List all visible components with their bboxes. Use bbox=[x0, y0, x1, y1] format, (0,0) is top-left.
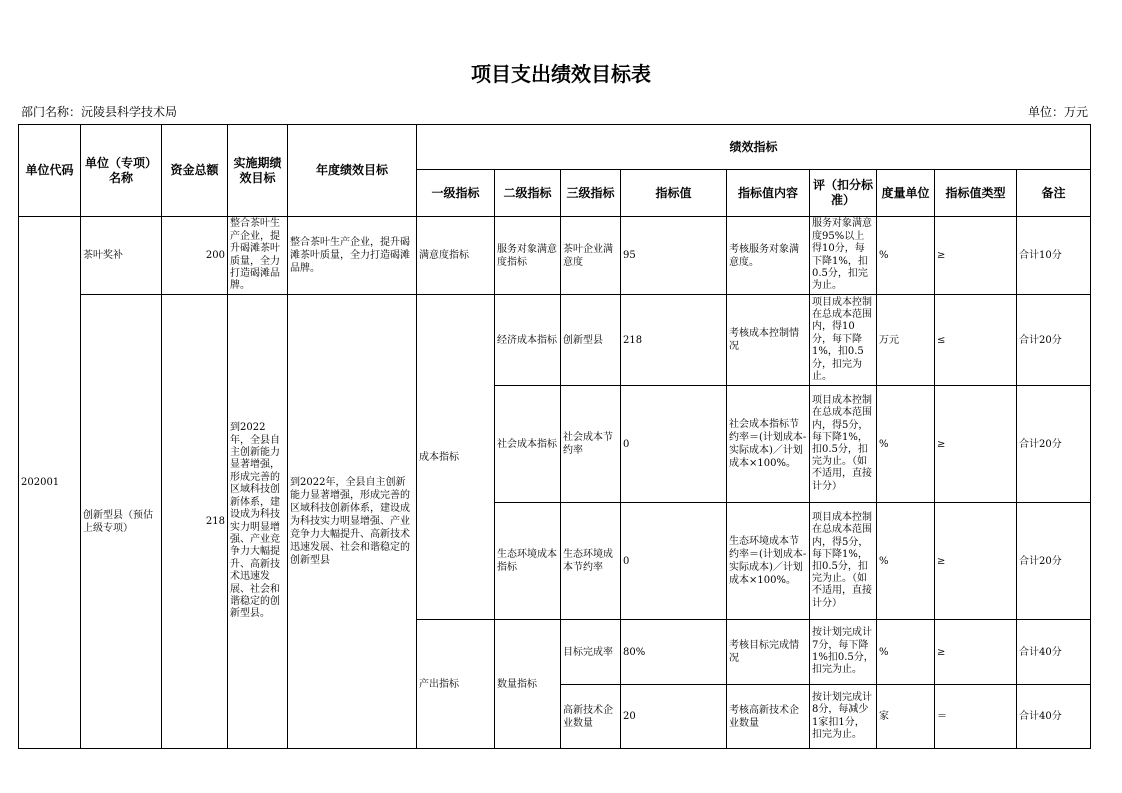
score-cell: 项目成本控制在总成本范围内，得5分，每下降1%，扣0.5分，扣完为止。（如不适用，直接计分） bbox=[810, 503, 877, 620]
type-cell: ≥ bbox=[935, 620, 1017, 685]
level2-cell: 经济成本指标 bbox=[495, 295, 561, 386]
type-cell: ≥ bbox=[935, 217, 1017, 295]
amount-cell: 200 bbox=[162, 217, 228, 295]
level1-cell-cost: 成本指标 bbox=[417, 295, 495, 620]
table-row bbox=[19, 295, 1091, 386]
header-measure: 度量单位 bbox=[877, 170, 935, 217]
header-level2: 二级指标 bbox=[495, 170, 561, 217]
level1-cell: 满意度指标 bbox=[417, 217, 495, 295]
page-title: 项目支出绩效目标表 bbox=[471, 62, 651, 86]
score-cell: 项目成本控制在总成本范围内，得10分，每下降1%，扣0.5分，扣完为止。 bbox=[810, 295, 877, 386]
content-cell: 考核服务对象满意度。 bbox=[727, 217, 810, 295]
table-row bbox=[19, 217, 1091, 295]
measure-cell: % bbox=[877, 620, 935, 685]
project-name-cell: 创新型县（预估上级专项） bbox=[81, 295, 162, 749]
performance-target-table bbox=[18, 124, 1091, 749]
level3-cell: 目标完成率 bbox=[561, 620, 621, 685]
content-cell: 考核目标完成情况 bbox=[727, 620, 810, 685]
level3-cell: 高新技术企业数量 bbox=[561, 685, 621, 749]
type-cell: ≥ bbox=[935, 503, 1017, 620]
content-cell: 生态环境成本节约率＝(计划成本-实际成本)／计划成本×100%。 bbox=[727, 503, 810, 620]
amount-cell: 218 bbox=[162, 295, 228, 749]
type-cell: ≥ bbox=[935, 386, 1017, 503]
remark-cell: 合计20分 bbox=[1017, 386, 1091, 503]
currency-unit: 单位：万元 bbox=[1027, 105, 1088, 119]
value-cell: 0 bbox=[621, 503, 727, 620]
header-level1: 一级指标 bbox=[417, 170, 495, 217]
header-unit-code: 单位代码 bbox=[19, 125, 81, 217]
annual-goal-cell: 整合茶叶生产企业，提升碣滩茶叶质量，全力打造碣滩品牌。 bbox=[288, 217, 417, 295]
content-cell: 考核成本控制情况 bbox=[727, 295, 810, 386]
level1-cell-output: 产出指标 bbox=[417, 620, 495, 749]
remark-cell: 合计20分 bbox=[1017, 503, 1091, 620]
remark-cell: 合计20分 bbox=[1017, 295, 1091, 386]
measure-cell: % bbox=[877, 217, 935, 295]
measure-cell: 家 bbox=[877, 685, 935, 749]
type-cell: ＝ bbox=[935, 685, 1017, 749]
remark-cell: 合计10分 bbox=[1017, 217, 1091, 295]
value-cell: 20 bbox=[621, 685, 727, 749]
score-cell: 按计划完成计7分，每下降1%扣0.5分，扣完为止。 bbox=[810, 620, 877, 685]
level3-cell: 创新型县 bbox=[561, 295, 621, 386]
project-name-cell: 茶叶奖补 bbox=[81, 217, 162, 295]
content-cell: 考核高新技术企业数量 bbox=[727, 685, 810, 749]
score-cell: 项目成本控制在总成本范围内，得5分，每下降1%，扣0.5分，扣完为止。（如不适用，直接计分） bbox=[810, 386, 877, 503]
value-cell: 218 bbox=[621, 295, 727, 386]
header-total-funds: 资金总额 bbox=[162, 125, 228, 217]
period-goal-cell: 整合茶叶生产企业，提升碣滩茶叶质量，全力打造碣滩品牌。 bbox=[228, 217, 288, 295]
measure-cell: % bbox=[877, 503, 935, 620]
level2-cell: 生态环境成本指标 bbox=[495, 503, 561, 620]
header-value: 指标值 bbox=[621, 170, 727, 217]
header-score: 评（扣分标准） bbox=[810, 170, 877, 217]
content-cell: 社会成本指标节约率＝(计划成本-实际成本)／计划成本×100%。 bbox=[727, 386, 810, 503]
period-goal-cell: 到2022年，全县自主创新能力显著增强，形成完善的区域科技创新体系，建设成为科技实力明显增强、产业竞争力大幅提升、高新技术迅速发展、社会和谐稳定的创新型县。 bbox=[228, 295, 288, 749]
measure-cell: % bbox=[877, 386, 935, 503]
remark-cell: 合计40分 bbox=[1017, 685, 1091, 749]
level2-cell: 社会成本指标 bbox=[495, 386, 561, 503]
annual-goal-cell: 到2022年，全县自主创新能力显著增强，形成完善的区域科技创新体系，建设成为科技实力明显增强、产业竞争力大幅提升、高新技术迅速发展、社会和谐稳定的创新型县 bbox=[288, 295, 417, 749]
header-indicators: 绩效指标 bbox=[417, 125, 1091, 170]
header-content: 指标值内容 bbox=[727, 170, 810, 217]
department-name: 部门名称：沅陵县科学技术局 bbox=[21, 105, 178, 119]
header-remark: 备注 bbox=[1017, 170, 1091, 217]
value-cell: 80% bbox=[621, 620, 727, 685]
score-cell: 按计划完成计8分，每减少1家扣1分，扣完为止。 bbox=[810, 685, 877, 749]
value-cell: 0 bbox=[621, 386, 727, 503]
level2-cell: 数量指标 bbox=[495, 620, 561, 749]
unit-code-cell: 202001 bbox=[19, 217, 81, 749]
level3-cell: 生态环境成本节约率 bbox=[561, 503, 621, 620]
level3-cell: 茶叶企业满意度 bbox=[561, 217, 621, 295]
remark-cell: 合计40分 bbox=[1017, 620, 1091, 685]
measure-cell: 万元 bbox=[877, 295, 935, 386]
header-period-goal: 实施期绩效目标 bbox=[228, 125, 288, 217]
header-annual-goal: 年度绩效目标 bbox=[288, 125, 417, 217]
level2-cell: 服务对象满意度指标 bbox=[495, 217, 561, 295]
level3-cell: 社会成本节约率 bbox=[561, 386, 621, 503]
score-cell: 服务对象满意度95%以上得10分，每下降1%，扣0.5分，扣完为止。 bbox=[810, 217, 877, 295]
header-value-type: 指标值类型 bbox=[935, 170, 1017, 217]
header-level3: 三级指标 bbox=[561, 170, 621, 217]
value-cell: 95 bbox=[621, 217, 727, 295]
header-unit-name: 单位（专项）名称 bbox=[81, 125, 162, 217]
type-cell: ≤ bbox=[935, 295, 1017, 386]
